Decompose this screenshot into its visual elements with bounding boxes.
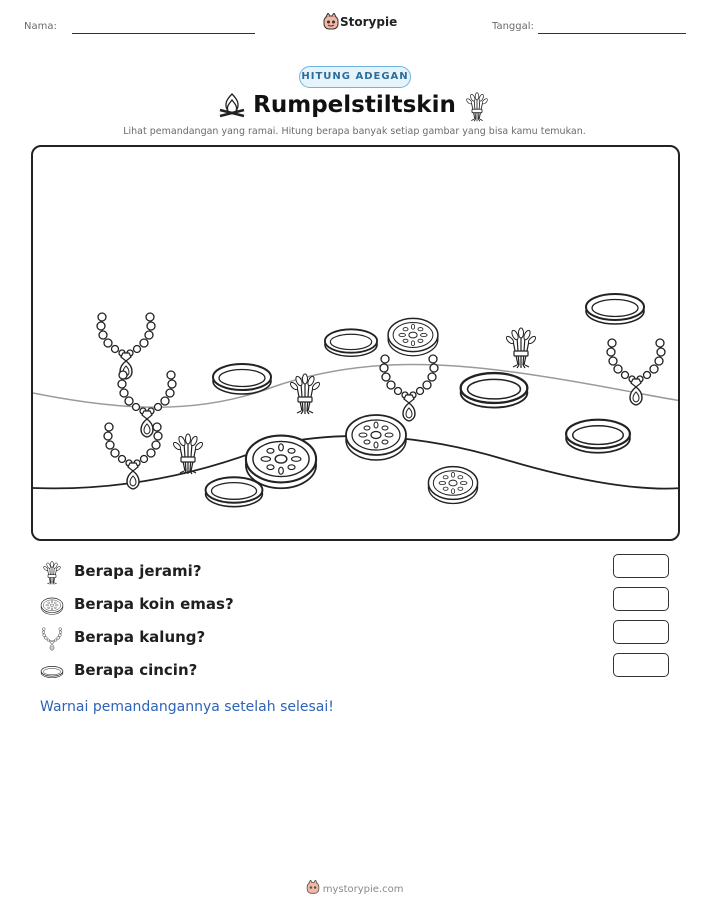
necklace-1	[97, 313, 155, 379]
wheat-title-icon	[463, 92, 491, 122]
name-label: Nama:	[24, 21, 57, 32]
storypie-mascot-icon	[306, 880, 320, 895]
gold-coin-2	[346, 415, 406, 460]
gold-coin-1	[388, 318, 438, 355]
ring-4	[586, 294, 644, 324]
instructions: Lihat pemandangan yang ramai. Hitung berapa banyak setiap gambar yang bisa kamu temukan.	[123, 126, 586, 137]
necklace-icon	[40, 627, 64, 651]
question-text: Berapa kalung?	[74, 628, 206, 646]
date-line[interactable]	[538, 33, 686, 34]
answer-box-gold-coin[interactable]	[613, 587, 669, 611]
footer-url[interactable]: mystorypie.com	[322, 884, 404, 895]
answer-box-wheat[interactable]	[613, 554, 669, 578]
coloring-instruction: Warnai pemandangannya setelah selesai!	[40, 699, 334, 715]
question-text: Berapa jerami?	[74, 562, 202, 580]
answer-box-ring[interactable]	[613, 653, 669, 677]
ring-2	[213, 364, 271, 394]
date-label: Tanggal:	[492, 21, 534, 32]
question-necklace	[40, 627, 680, 651]
gold-coin-3	[246, 436, 316, 489]
necklace-2	[118, 371, 176, 437]
ring-1	[325, 329, 377, 356]
answer-box-necklace[interactable]	[613, 620, 669, 644]
wheat-3	[505, 328, 537, 368]
question-text: Berapa cincin?	[74, 661, 198, 679]
name-line[interactable]	[72, 33, 255, 34]
page-title: Rumpelstiltskin	[253, 92, 456, 118]
counting-scene	[31, 145, 680, 541]
necklace-5	[607, 339, 665, 405]
wheat-icon	[40, 561, 64, 585]
activity-badge: HITUNG ADEGAN	[299, 66, 411, 88]
question-ring	[40, 660, 680, 684]
scene-illustration	[33, 147, 680, 541]
gold-coin-4	[428, 467, 477, 504]
brand-logo	[323, 13, 398, 31]
question-gold-coin	[40, 594, 680, 618]
ring-5	[566, 420, 630, 453]
wheat-2	[172, 434, 204, 474]
ring-3	[461, 373, 528, 408]
gold-coin-icon	[40, 594, 64, 618]
question-text: Berapa koin emas?	[74, 595, 234, 613]
storypie-mascot-icon	[323, 13, 339, 31]
brand-name: Storypie	[340, 15, 398, 29]
ring-icon	[40, 660, 64, 684]
footer	[0, 880, 709, 895]
question-wheat	[40, 561, 680, 585]
ring-6	[206, 477, 263, 506]
